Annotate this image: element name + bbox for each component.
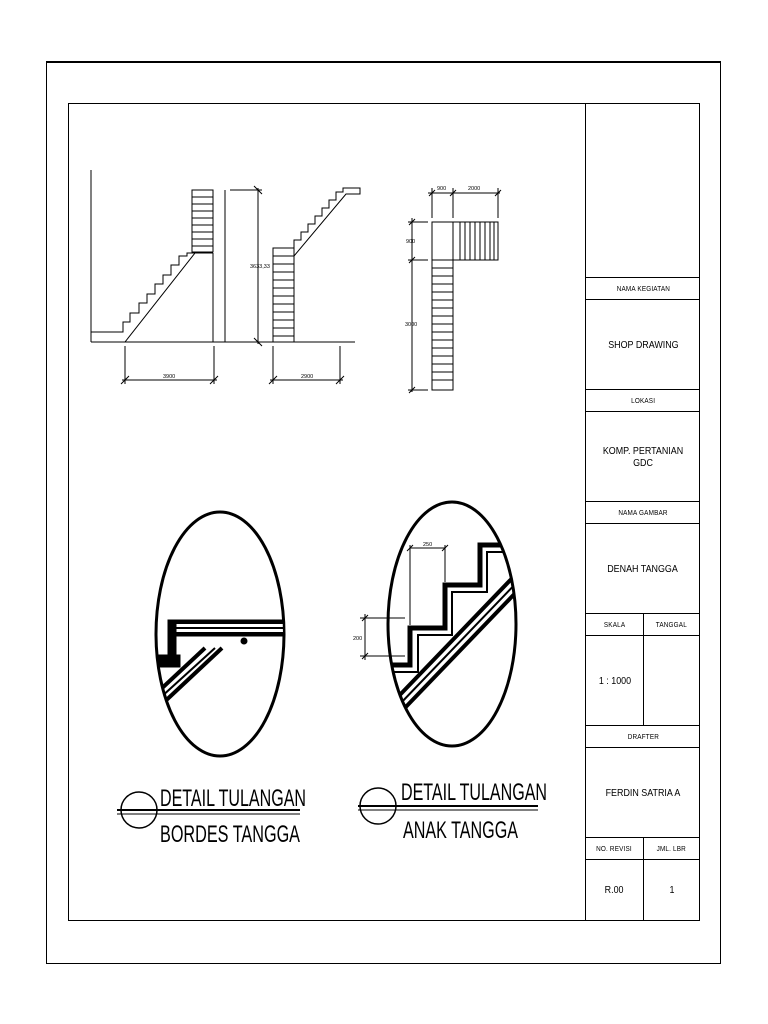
stair-plan [408,188,501,393]
tanggal-label: TANGGAL [655,620,688,629]
skala-value: 1 : 1000 [598,674,631,687]
dim-plan-top-right: 2000 [468,186,481,192]
dim-section-height: 3633,33 [250,264,270,270]
nama-gambar-header [586,501,700,523]
drafter-label: DRAFTER [627,732,659,741]
dim-detail-tread: 250 [423,542,433,548]
stair-section-right [273,188,360,342]
nama-kegiatan-label: NAMA KEGIATAN [616,284,670,293]
stair-section-left [91,170,355,384]
skala-label: SKALA [603,620,626,629]
detail-bordes-circle [150,512,298,756]
no-revisi-value: R.00 [605,884,624,896]
dim-plan-top-left: 900 [437,186,447,192]
revisi-header [586,837,700,859]
drafter-value: FERDIN SATRIA A [605,786,681,799]
revisi-cell [586,859,700,920]
jml-lbr-label: JML. LBR [656,844,687,853]
nama-kegiatan-value: SHOP DRAWING [607,338,679,351]
drafter-header [586,725,700,747]
skala-tanggal-cell [586,635,700,725]
title-block [585,103,700,921]
dim-detail-riser: 200 [353,636,363,642]
lokasi-value: KOMP. PERTANIAN GDC [602,444,684,469]
skala-tanggal-header [586,613,700,635]
nama-kegiatan-cell [586,299,700,389]
lokasi-cell [586,411,700,501]
jml-lbr-value: 1 [669,884,674,896]
detail-bordes-title-line2: BORDES TANGGA [160,821,300,848]
nama-gambar-label: NAMA GAMBAR [618,508,668,517]
nama-gambar-cell [586,523,700,613]
dim-plan-left-bottom: 3000 [405,322,418,328]
dim-section-width-right: 2900 [301,374,314,380]
detail-anak-circle [360,502,525,746]
dim-section-width-left: 3900 [163,374,176,380]
nama-gambar-value: DENAH TANGGA [607,562,679,575]
dim-plan-left-top: 900 [406,239,416,245]
detail-bordes-title-line1: DETAIL TULANGAN [160,785,306,812]
detail-anak-title-line1: DETAIL TULANGAN [401,779,547,806]
lokasi-header [586,389,700,411]
lokasi-label: LOKASI [630,396,656,405]
drafter-cell [586,747,700,837]
nama-kegiatan-header [586,277,700,299]
no-revisi-label: NO. REVISI [596,844,633,853]
detail-anak-title-line2: ANAK TANGGA [403,817,518,844]
